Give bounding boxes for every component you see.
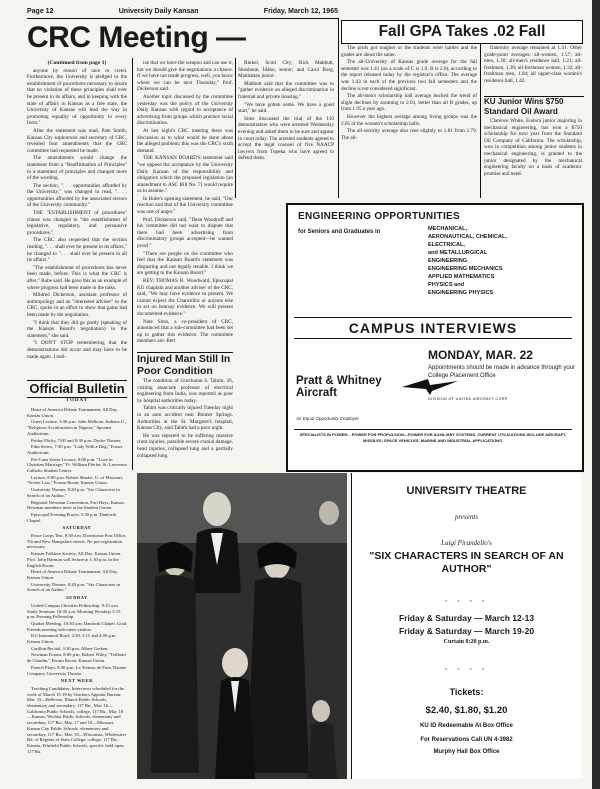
article-paragraph: In Rube's opening statement, he said, "Our reaction and that of the University committee was one of anger." (137, 195, 233, 216)
article-paragraph: However the highest average among living groups was the 2.05 of the women's scholarship halls. (341, 113, 477, 127)
eng-field-item: ELECTRICAL, (428, 242, 465, 248)
bulletin-item: Quaker Meeting, 10:30 a.m. Danforth Chapel. Grad Friends meeting welcomes visitors. (27, 620, 127, 632)
eng-field-item: PHYSICS and (428, 282, 465, 288)
bulletin-body (27, 407, 127, 779)
article-paragraph: "We have gotten some. We have a good start," he said. (238, 101, 334, 115)
bulletin-day-label: SUNDAY (66, 595, 88, 601)
eng-field-item: APPLIED MATHEMATICS (428, 274, 495, 280)
article-paragraph: The profs got tougher or the students were harder and the grades are about the same. (341, 45, 477, 58)
bulletin-item: Lecture, 8:00 p.m. Robert Sharlet, U. of Missouri, "Soviet Law," Forum Room, Kansas Union. (27, 474, 123, 486)
article-paragraph: After the statement was read, Pam Smith, Kansas City sophomore and secretary of CRC, revealed four amendments that the CRC committee had requested be made. (27, 127, 127, 154)
campus-interviews-heading: CAMPUS INTERVIEWS (294, 317, 572, 339)
article-paragraph: fraternity average remained at 1.41. Other grade-point averages: all-women, 1.57; all-men, 1.30; all-men's residence hall, 1.21; all-freshmen, 1.26; all-freshman women, 1.32; all-freshman men, 1.04; all upper-class women's residence hall, 1.42. (484, 45, 582, 84)
company-name: Pratt & Whitney Aircraft (296, 375, 382, 399)
article-paragraph: Tahim was critically injured Tuesday night in an auto accident near Bonner Springs. Authorities at the St. Margaret's hospital, Kansas City, said Tahim had a poor night. (137, 405, 233, 432)
article-paragraph: The section, ". . . opportunities afforded by the University," was changed to read, ". . . opportunities afforded by the associated sectors of the University community." (27, 182, 127, 209)
bulletin-day-label: NEXT WEEK (60, 678, 94, 684)
bulletin-item: Peace Corps Test, 8:30 a.m. Downtown Post Office, 7th and New Hampshire streets. No pre-registration necessary. (27, 533, 127, 550)
eng-field-item: ENGINEERING PHYSICS (428, 290, 494, 296)
cast-photo-image (137, 473, 347, 779)
cast-photo (137, 473, 347, 779)
article-paragraph: THE KANSAN BOARD'S statement said "we oppose the acceptance by the University Daily Kansan of the responsibility and obligation which the proposed legislation (an amendment to ASC Bill No. 7) would require us to assume." (137, 155, 233, 195)
bulletin-item: Film Series, 7:30 p.m. "Lady With a Dog," Fraser Auditorium. (27, 444, 123, 455)
injured-headline: Injured Man Still In Poor Condition (137, 352, 233, 377)
performance-dates-2: Friday & Saturday — March 19-20 (398, 626, 535, 636)
eng-field-item: MECHANICAL, (428, 226, 468, 232)
bulletin-item: Heart of America Debate Tournament, All Day, Kansas Union. (27, 407, 118, 418)
interview-date: MONDAY, MAR. 22 (428, 348, 533, 362)
curtain-time: Curtain 8:20 p.m. (443, 639, 490, 645)
eng-fields-list (428, 225, 578, 297)
article-paragraph: The condition of Gurcharan S. Tahim, 26, visiting associate professor of electrical engineering from India, was reported as poor by hospital authorities today. (137, 378, 233, 404)
page-fold (592, 0, 600, 789)
bulletin-item: Episcopal Evening Prayer, 5:30 p.m. Danforth Chapel. (27, 511, 117, 523)
bulletin-item: Newman Forum, 8:00 p.m. Robert Wiley, "Teilhard de Chardin," Forum Room, Kansas Union. (27, 652, 126, 664)
article-paragraph: Clarence White, Eudora junior majoring in mechanical engineering, has won a $750 scholarship for next year from the Standard Oil Company of California. The scholarship, won in competition among junior students in mechanical engineering, is granted to the junior designated by the mechanical engineering faculty on a basis of academic promise and need. (484, 118, 582, 177)
article-paragraph: Prof. Dickerson said, "Dean Woodruff and his committee did not want to dispute that there had been advertising from discriminatory groups accepted—he wanted proof." (137, 216, 233, 250)
issue-date: Friday, March 12, 1965 (263, 7, 338, 15)
performance-dates-1: Friday & Saturday — March 12-13 (398, 613, 535, 623)
article-paragraph: "I DON'T STOP remembering that the demonstrations did occur and may have to be made again. I real- (27, 340, 127, 360)
company-division: DIVISION OF UNITED AIRCRAFT CORP. (428, 397, 509, 401)
id-redeemable: KU ID Redeemable At Box Office (420, 723, 513, 729)
bulletin-item: Heart of America Debate Tournament, All Day, Kansas Union. (27, 569, 118, 580)
article-paragraph: anyone by reason of race or creed. Furthermore, the University is pledged to the establishment of procedures necessary to insure that no violation of these principles shall ever be present in its affairs, and in keeping with the state of affairs in Kansas as a free state, the University of Kansas will lead the way in promoting equality of opportunity in every form." (27, 67, 127, 127)
article-paragraph: ize that we have the weapon and can use it, but we should give the negotiations a chance. If we have not made progress, well, you know where we can be next Thursday," Prof. Dickerson said. (137, 60, 233, 93)
gpa-headline: Fall GPA Takes .02 Fall (341, 20, 583, 44)
article-paragraph: Rinkel, Scott City; Rick Mabbutt, Shoshone, Idaho, senior; and Carol Borg, Manhattan junior. (238, 60, 334, 80)
article-paragraph: He was reported to be suffering massive chest injuries, possible severe cranial damage, head injuries, collapsed lung and a partially collapsed lung. (137, 432, 233, 459)
specialists-note: SPECIALISTS IN POWER... POWER FOR PROPULSION—POWER FOR AUXILIARY SYSTEMS. CURRENT UTILIZATIONS INCLUDE AIRCRAFT, MISSILES, SPACE VEHICLES, MARINE AND INDUSTRIAL APPLICATIONS. (294, 429, 572, 443)
article-paragraph: Mildred Dickerson, assistant professor of anthropology and an "interested adviser" to the CRC, spoke in an effort to show that gains had been made by the negotiation. (27, 292, 127, 318)
appointment-note: Appointments should be made in advance through your College Placement Office (428, 365, 576, 379)
bulletin-item: Carillon Recital, 3:30 p.m. Albert Gerken. (31, 645, 109, 651)
ku-award-body (484, 118, 582, 198)
play-title: "SIX CHARACTERS IN SEARCH OF AN AUTHOR" (369, 550, 564, 575)
eng-field-item: ENGINEERING MECHANICS (428, 266, 503, 272)
article-paragraph: At last night's CRC meeting there was discussion as to what would be done about the alleged problem; this was the CRC's sixth demand. (137, 127, 233, 154)
theatre-presents: presents (454, 513, 479, 521)
article-paragraph: Nate Sims, a co-president of CRC, announced that a sub-committee had been set up to gather this evidence. The committee members are: Bert (137, 318, 233, 345)
bulletin-item: KU Intramural Bowl, 2:30, 3:15 and 4:00 p.m. Kansas Union. (27, 633, 117, 645)
article-paragraph: Sims discussed the trial of the 110 demonstrators who were arrested Wednesday evening and asked them to be sure and appear in court today. The arrested students agreed to accept the legal counsel of five NAACP lawyers from Topeka who have agreed to defend them. (238, 115, 334, 162)
bulletin-item: French Plays, 8:30 p.m. Le Treteau de Paris Theatre Company, University Theatre. (27, 664, 127, 676)
eng-field-item: AERONAUTICAL, CHEMICAL, (428, 234, 507, 240)
bulletin-item: Friday Flicks, 7:00 and 9:30 p.m. Dyche Theater. (31, 437, 122, 443)
theatre-title: UNIVERSITY THEATRE (406, 485, 527, 497)
ornament-dots: ◦ ◦ ◦ ◦ (444, 597, 489, 605)
eng-field-item: ENGINEERING (428, 258, 468, 264)
article-paragraph: The all-sorority average also rose slightly to 1.81 from 1.79. The all- (341, 128, 477, 141)
crc-column-2 (137, 60, 233, 348)
article-paragraph: "I think that they did go partly (speaking of the Kansas Board's negotiation) in the statement," she said. (27, 319, 127, 339)
continued-note: (Continued from page 1) (47, 60, 107, 66)
crc-headline: CRC Meeting — (27, 21, 246, 54)
bulletin-item: Kansas Folklore Society, All Day. Kansas Union. Prof. John Harmon will lecture at 1:30 p.m. in the English Room. (27, 551, 122, 568)
theatre-ad (351, 473, 581, 779)
article-paragraph: The all-men's scholarship hall average bucked the trend of slight declines by zooming to 2.03, better than all B grades, up from 1.95 a year ago. (341, 93, 477, 113)
masthead (27, 4, 338, 19)
article-paragraph: The CRC also requested that the section reading, ". . . shall ever be present in its affairs," be changed to ". . . shall ever be present in all its affairs." (27, 237, 127, 264)
bulletin-item: United Campus Christian Fellowship, 9:15 a.m. Study Seminar; 10:45 a.m. Morning Worship; 5:15 p.m. Evening Fellowship. (27, 602, 121, 620)
article-paragraph: The all-University of Kansas grade average for the fall semester was 1.41 (on a scale of C is 1.0, B is 2.0), according to the report released today by the registrar's office. The average was 1.43 in each of the previous two fall semesters and the decline is not considered significant. (341, 59, 477, 92)
bulletin-day-label: SATURDAY (62, 525, 92, 531)
engineering-ad (286, 203, 584, 472)
tickets-label: Tickets: (449, 687, 484, 697)
article-paragraph: REV. THOMAS R. Woodward, Episcopal KU chaplain and another adviser of the CRC, said, "We may have evidence to present. We cannot expect the Chancellor or anyone else to act on hearsay evidence. We will present documented evidence." (137, 278, 233, 317)
eng-heading: ENGINEERING OPPORTUNITIES (298, 211, 460, 222)
eagle-logo-icon (400, 375, 460, 397)
play-author: Luigi Pirandello's (441, 539, 492, 547)
bulletin-item: Pre-Cana Series Lecture, 8:00 p.m. "Love in Christian Marriage," Fr. William Pfeifer, St. Lawrence Catholic Student Center. (27, 456, 127, 474)
bulletin-item: Guest Lecture, 3:30 p.m. John Melhorn, Indiana U., "Religious Acculturation in Nigeria," Spooner Auditorium. (27, 419, 127, 436)
article-paragraph: Mabbutt said that the committee was to "gather evidence on alleged discrimination in fraternal and private housing." (238, 80, 334, 100)
ornament-dots-2: ◦ ◦ ◦ ◦ (444, 665, 489, 673)
article-paragraph: "The establishment of procedures has never been made, before. This is what the CRC is after," Rube said. He gave this as an example of where progress had been made in the talks. (27, 264, 127, 291)
bulletin-item: University Theatre, 8:20 p.m. "Six Characters in Search of an Author." (27, 581, 120, 593)
bulletin-item: Teaching Candidates: Interviews scheduled for the week of March 15-19 by Teachers Appoint Bureau: Mar. 15—Bellevue, Illinois Public Schools, elementary and secondary, 117 Bu.; Mar. 16—California Public Schools, college, 117 Bu.; Mar. 18—Kansas, Wichita Public Schools, elementary and secondary, 117 Bu.; Mar. 17 and 18—Missouri, Kansas City Public Schools, elementary and secondary, 117 Bu.; Mar. 19—Wisconsin, Whitewater Bd. of Regents of State College, college, 117 Bu.; Kansas, Winfield Public Schools, specific field open, 117 Bu. (27, 685, 127, 754)
article-paragraph: The amendments would change the statement from a "Reaffirmation of Principles" to a statement of principles and changed more of the wording. (27, 155, 127, 182)
ku-award-headline: KU Junior Wins $750 Standard Oil Award (484, 96, 584, 117)
article-paragraph: Another topic discussed by the committee yesterday was the policy of the University Daily Kansan with regard to acceptance of advertising from groups which practice racial discrimination. (137, 93, 233, 127)
crc-column-3 (238, 60, 334, 198)
reservations-phone: For Reservations Call UN 4-3982 (420, 737, 513, 743)
equal-opportunity: An Equal Opportunity Employer (296, 416, 360, 421)
article-paragraph: "There are people on the committee who feel that the Kansan Board's statement was disgusting and not legally tenable. I think we are getting to the Kansan Board." (137, 250, 233, 277)
page-number: Page 12 (27, 7, 54, 15)
gpa-column-1 (341, 45, 477, 198)
article-paragraph: THE "ESTABLISHMENT of procedures" clause was changed to "the establishment of legislative, regulatory, and persuasive procedures." (27, 210, 127, 236)
eng-field-item: and METALLURGICAL (428, 250, 488, 256)
gpa-column-2 (484, 45, 582, 95)
box-office: Murphy Hall Box Office (433, 749, 500, 755)
bulletin-title: Official Bulletin (27, 380, 127, 398)
eng-sub: for Seniors and Graduates in (298, 229, 381, 235)
ticket-prices: $2.40, $1.80, $1.20 (425, 705, 508, 716)
bulletin-item: University Theater, 8:20 p.m. "Six Characters in Search of an Author." (27, 487, 120, 498)
injured-body (137, 378, 233, 470)
bulletin-today-label: TODAY (65, 398, 89, 403)
bulletin-item: Regional Newman Convention, Fort Hays, Kansas. Newman members meet at the Student Center. (27, 499, 126, 511)
paper-name: University Daily Kansan (118, 7, 199, 15)
crc-column-1 (27, 60, 127, 376)
